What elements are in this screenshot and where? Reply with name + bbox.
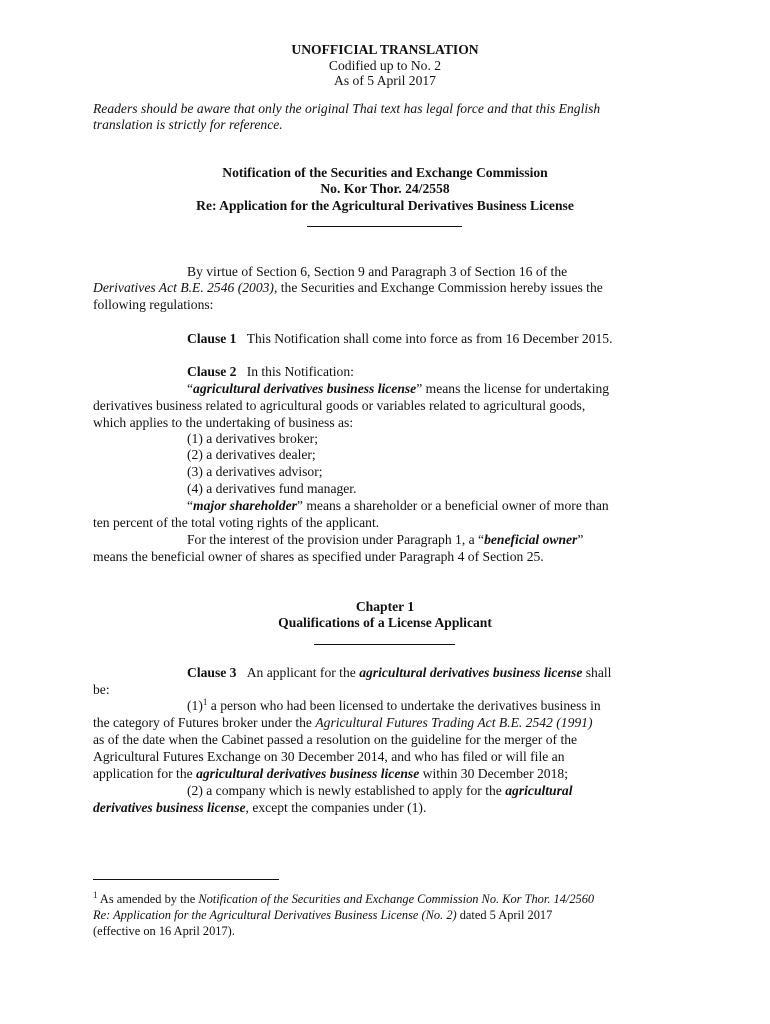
clause-3-item-1-line-1: $(1)^1$ a person who had been licensed to undertake the derivatives business in [187, 697, 601, 713]
term-beneficial-owner: beneficial owner [484, 532, 578, 547]
definition-3-line-1: For the interest of the provision under Paragraph 1, a “beneficial owner” [187, 532, 584, 547]
chapter-divider [314, 644, 455, 645]
term-agricultural-license: agricultural derivatives business license [359, 665, 583, 680]
as-of-date: As of 5 April 2017 [334, 73, 436, 88]
clause-3-item-2-line-1: (2) a company which is newly established to apply for the agricultural [187, 783, 573, 798]
preamble-line-2: Derivatives Act B.E. 2546 (2003), the Securities and Exchange Commission hereby issues the [93, 280, 603, 295]
disclaimer-line-2: translation is strictly for reference. [93, 117, 283, 132]
footnote-number: 1 [93, 890, 98, 900]
title-divider [307, 226, 462, 227]
term-agricultural-license: agricultural derivatives business license [193, 381, 417, 396]
futures-trading-act: Agricultural Futures Trading Act B.E. 2542 (1991) [315, 715, 593, 730]
clause-2: Clause 2 In this Notification: [187, 364, 354, 379]
footnote-line-1: $^1$ As amended by the Notification of the Securities and Exchange Commission No. Kor Thor. 14/2560 [93, 890, 595, 906]
clause-3-item-1-line-5: application for the agricultural derivatives business license within 30 December 2018; [93, 766, 568, 781]
term-agricultural-license: agricultural derivatives business license [196, 766, 420, 781]
definition-2-line-1: “major shareholder” means a shareholder or a beneficial owner of more than [187, 498, 609, 513]
list-item: (2) a derivatives dealer; [187, 447, 316, 462]
footnote-reference: 1 [202, 697, 208, 707]
definition-1-line-1: “agricultural derivatives business license” means the license for undertaking [187, 381, 610, 396]
footnote-separator [93, 879, 279, 880]
term-major-shareholder: major shareholder [193, 498, 297, 513]
clause-1: Clause 1 This Notification shall come into force as from 16 December 2015. [187, 331, 613, 346]
list-item: (3) a derivatives advisor; [187, 464, 323, 479]
disclaimer-line-1: Readers should be aware that only the original Thai text has legal force and that this English [93, 101, 601, 116]
notification-number: No. Kor Thor. 24/2558 [320, 181, 450, 196]
notification-subject: Re: Application for the Agricultural Derivatives Business License [196, 198, 574, 213]
translation-title: UNOFFICIAL TRANSLATION [291, 42, 479, 57]
clause-3-item-1-line-3: as of the date when the Cabinet passed a resolution on the guideline for the merger of the [93, 732, 578, 747]
clause-1-label: Clause 1 [187, 331, 237, 346]
definition-3-line-2: means the beneficial owner of shares as specified under Paragraph 4 of Section 25. [93, 549, 544, 564]
chapter-label: Chapter 1 [355, 599, 415, 614]
clause-3-item-1-line-4: Agricultural Futures Exchange on 30 December 2014, and who has filed or will file an [93, 749, 565, 764]
preamble-line-3: following regulations: [93, 297, 214, 312]
footnote-line-2: Re: Application for the Agricultural Derivatives Business License (No. 2) dated 5 April 2017 [93, 908, 553, 922]
list-item: (4) a derivatives fund manager. [187, 481, 357, 496]
clause-3-item-1-line-2: the category of Futures broker under the Agricultural Futures Trading Act B.E. 2542 (1991) [93, 715, 593, 730]
clause-3-label: Clause 3 [187, 665, 237, 680]
definition-1-line-3: which applies to the undertaking of business as: [93, 415, 354, 430]
codified-line: Codified up to No. 2 [328, 58, 442, 73]
clause-3: Clause 3 An applicant for the agricultural derivatives business license shall [187, 665, 612, 680]
clause-3-be: be: [93, 682, 110, 697]
notification-title: Notification of the Securities and Exchange Commission [222, 165, 548, 180]
clause-3-item-2-line-2: derivatives business license, except the companies under (1). [93, 800, 427, 815]
chapter-title: Qualifications of a License Applicant [278, 615, 492, 630]
derivatives-act: Derivatives Act B.E. 2546 (2003) [93, 280, 274, 295]
definition-1-line-2: derivatives business related to agricultural goods or variables related to agricultural goods, [93, 398, 586, 413]
footnote-line-3: (effective on 16 April 2017). [93, 924, 235, 938]
definition-2-line-2: ten percent of the total voting rights of the applicant. [93, 515, 380, 530]
clause-2-label: Clause 2 [187, 364, 237, 379]
preamble-line-1: By virtue of Section 6, Section 9 and Paragraph 3 of Section 16 of the [187, 264, 568, 279]
list-item: (1) a derivatives broker; [187, 431, 318, 446]
